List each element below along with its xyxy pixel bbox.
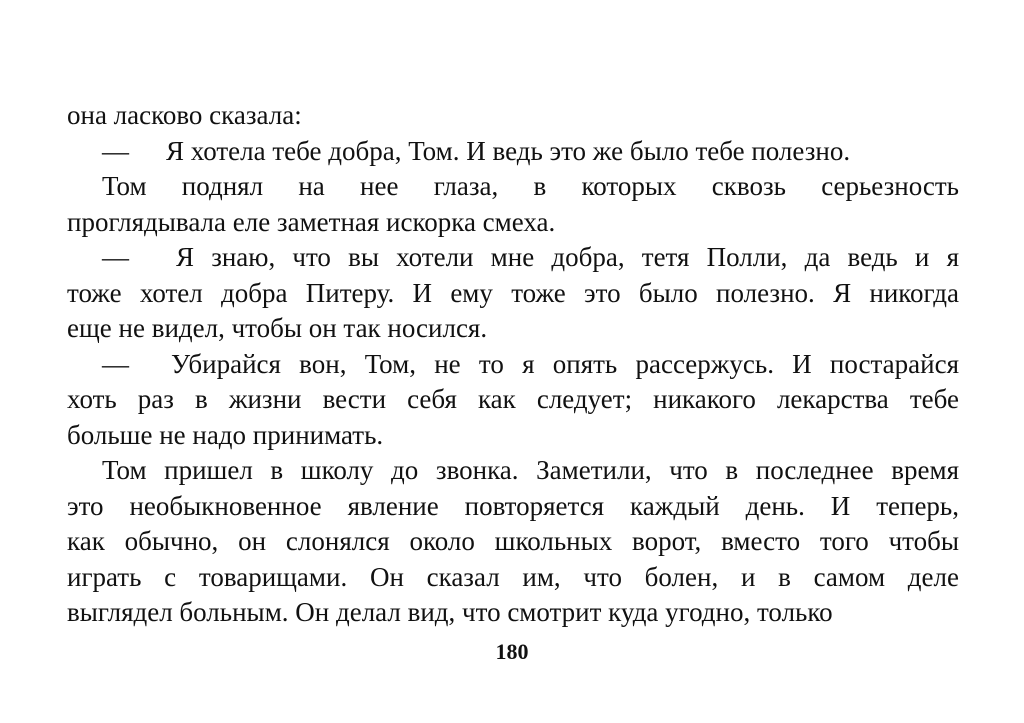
text-line-13: как обычно, он слонялся около школьных ворот, вместо того чтобы: [67, 526, 959, 556]
text-line-15: выглядел больным. Он делал вид, что смотрит куда угодно, только: [67, 597, 833, 627]
text-line-11: Том пришел в школу до звонка. Заметили, что в последнее время: [102, 455, 959, 485]
dialogue-dash: —: [102, 242, 129, 272]
dialogue-dash: —: [102, 135, 129, 166]
dialogue-text-1: Я хотела тебе добра, Том. И ведь это же было тебе полезно.: [166, 135, 851, 166]
dialogue-line-3: [67, 347, 959, 383]
page-number: 180: [495, 639, 529, 664]
dialogue-line-2: [67, 240, 959, 276]
dialogue-dash: —: [102, 348, 129, 379]
text-line-9: хоть раз в жизни вести себя как следует; никакого лекарства тебе: [67, 384, 959, 414]
text-line-10: больше не надо принимать.: [67, 419, 384, 450]
text-line-1: она ласково сказала:: [67, 100, 302, 130]
dialogue-text-2: Я знаю, что вы хотели мне добра, тетя Полли, да ведь и я: [176, 242, 959, 272]
text-line-3: Том поднял на нее глаза, в которых сквозь серьезность: [102, 171, 959, 201]
text-line-7: еще не видел, чтобы он так носился.: [67, 313, 488, 343]
text-line-14: играть с товарищами. Он сказал им, что болен, и в самом деле: [67, 561, 959, 592]
dialogue-line-1: [67, 134, 959, 170]
book-page-text: [67, 98, 959, 631]
text-line-12: это необыкновенное явление повторяется каждый день. И теперь,: [67, 490, 959, 521]
text-line-4: проглядывала еле заметная искорка смеха.: [67, 206, 556, 237]
text-line-6: тоже хотел добра Питеру. И ему тоже это было полезно. Я никогда: [67, 277, 959, 308]
dialogue-text-3: Убирайся вон, Том, не то я опять рассержусь. И постарайся: [171, 348, 959, 379]
